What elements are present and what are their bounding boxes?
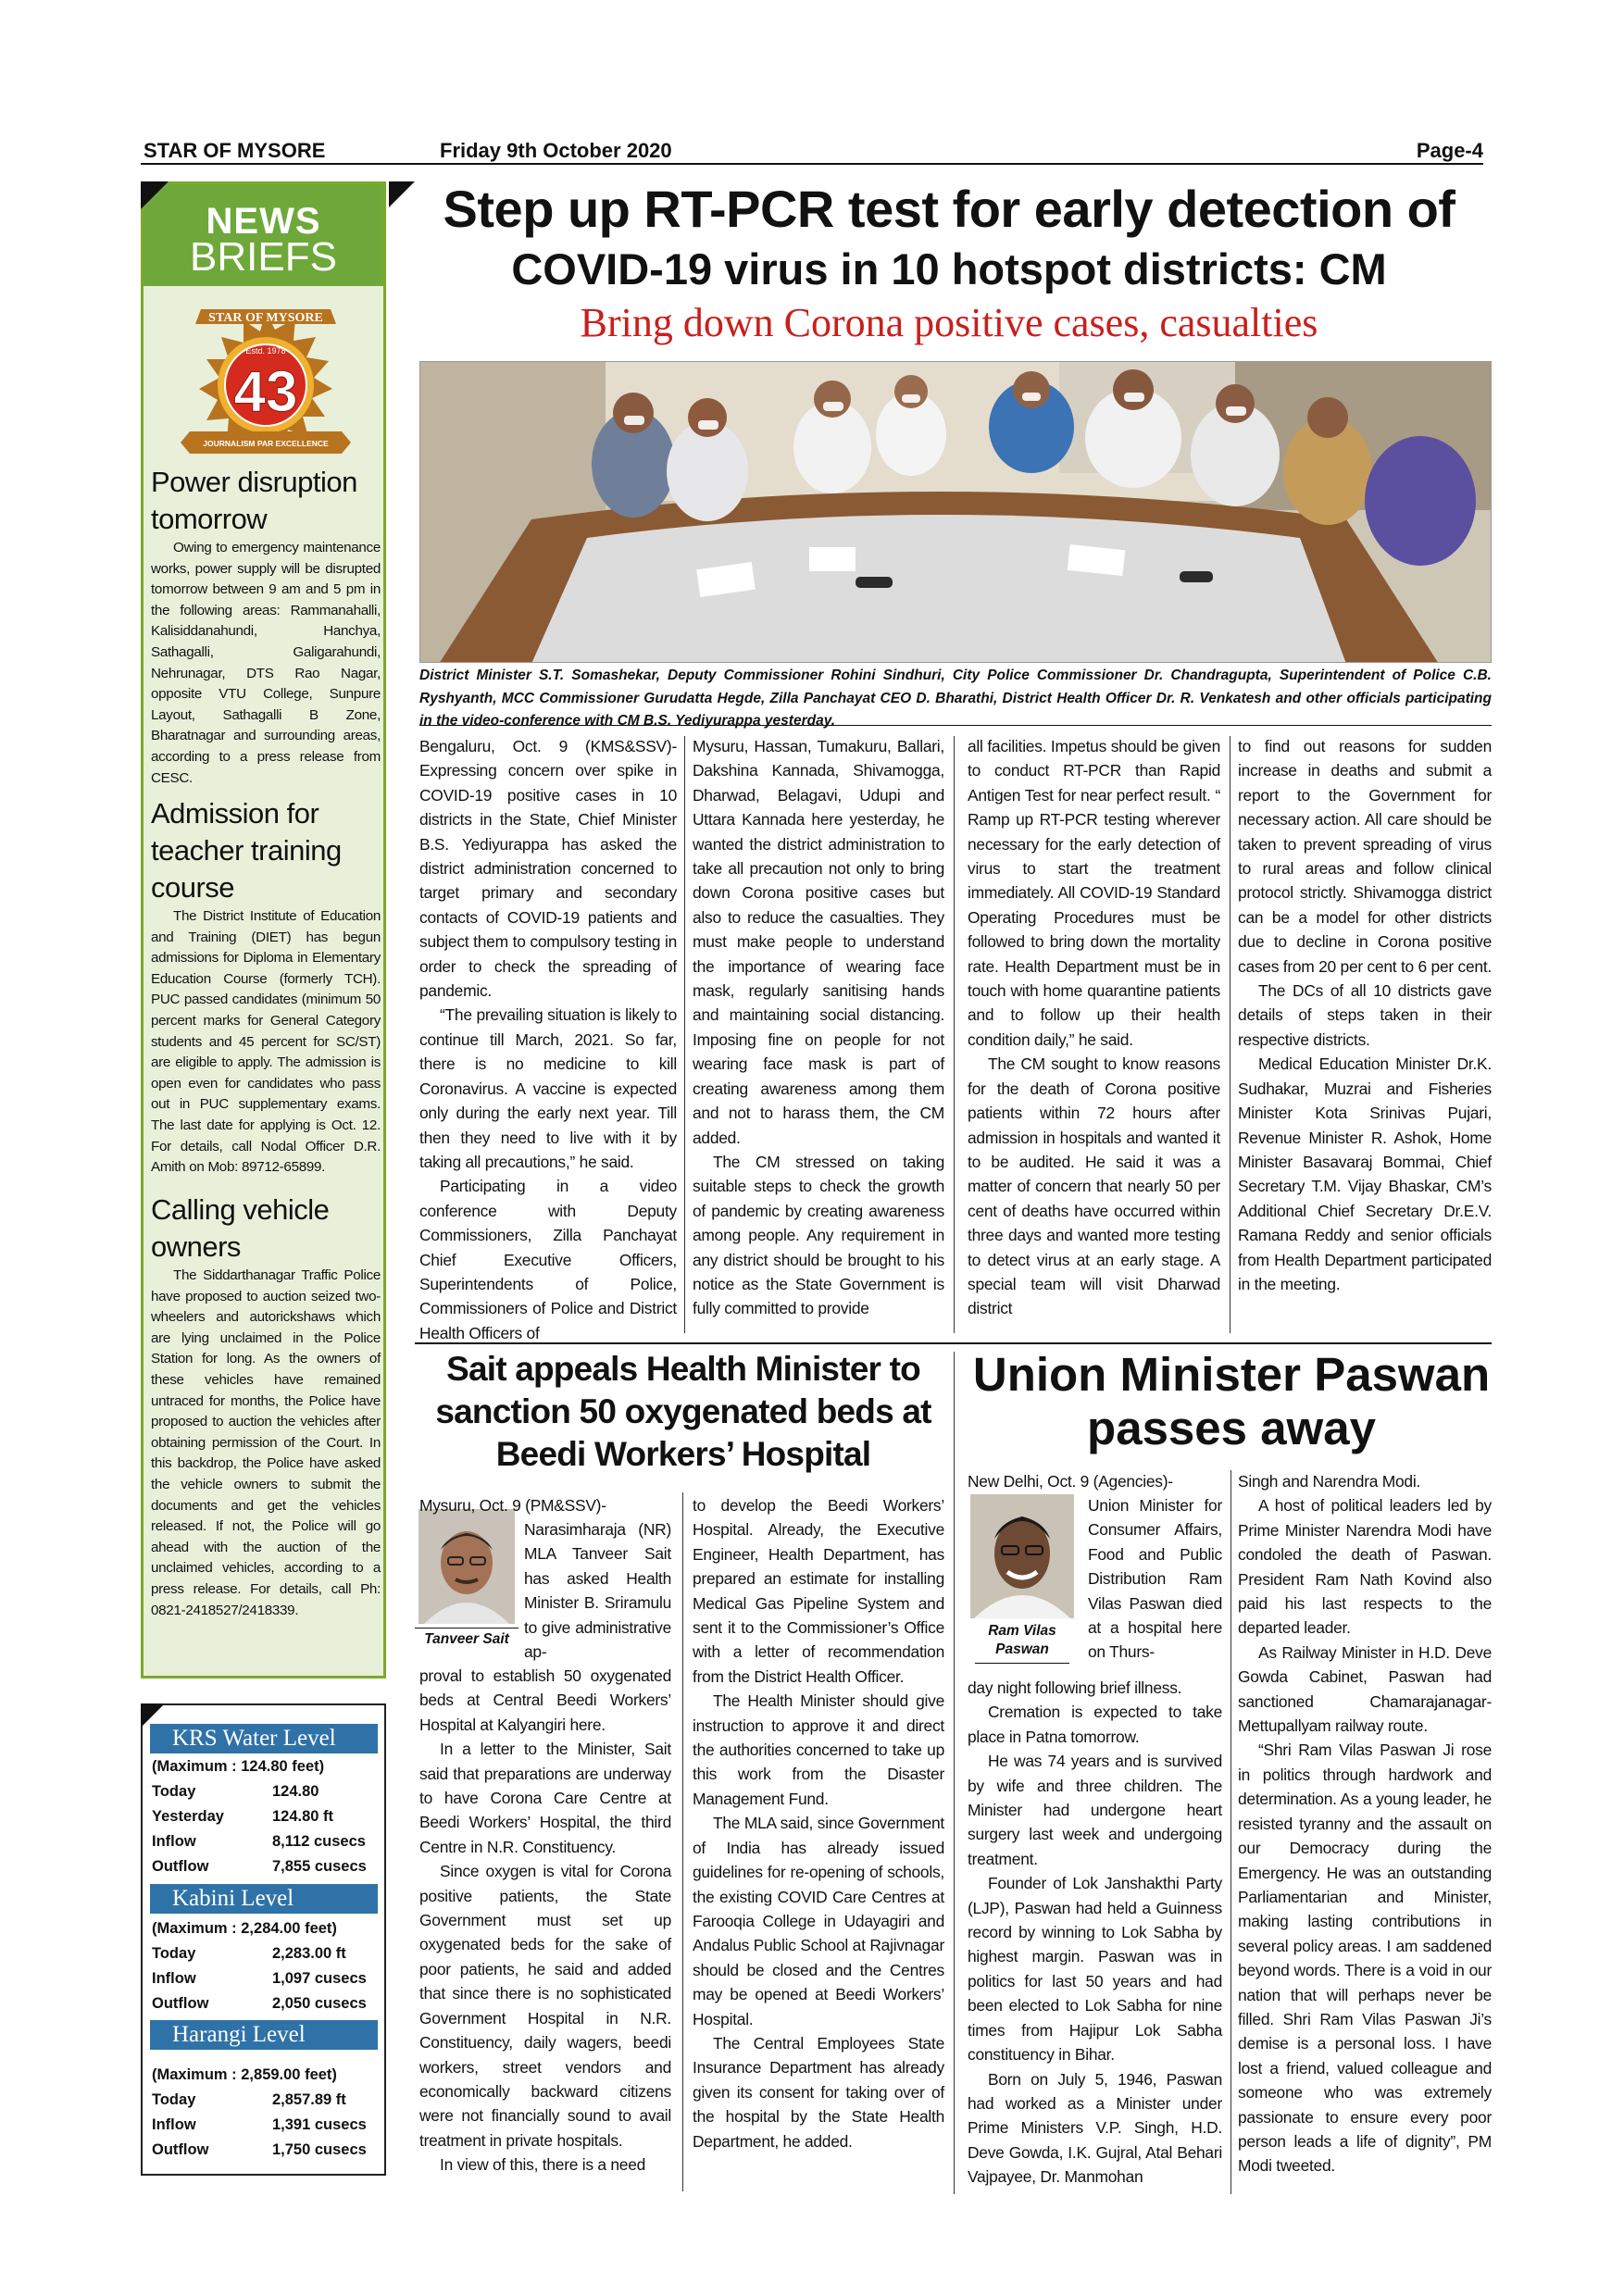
brief-body: The District Institute of Education and Training (DIET) has begun admissions for Diploma in Elementary Education Course (formerly TCH). PUC passed candidates (minimum 50 percent marks for General Category students and 45 percent for SC/ST) are eligible to apply. The admission is open even for candidates who pass out in PUC supplementary exams. The last date for applying is Oct. 12. For details, call Nodal Officer D.R. Amith on Mob: 89712-65899. — [151, 908, 381, 1176]
harangi-level-title: Harangi Level — [150, 2020, 378, 2050]
krs-row-outflow: Outflow 7,855 cusecs — [152, 1858, 367, 1875]
tanveer-sait-caption: Tanveer Sait — [415, 1628, 518, 1649]
brief-body: Owing to emergency maintenance works, power supply will be disrupted tomorrow between 9 am and 5 pm in the following areas: Rammanahalli, Kalisiddanahundi, Hanchya, Sathagalli, Galigarahundi, Nehrunagar, DTS Rao Nagar, opposite VTU College, Sunpure Layout, Sathagalli B Zone, Bharatnagar and surrounding areas, according to a press release from CESC. — [151, 540, 381, 786]
brief-power-disruption — [151, 464, 381, 789]
paswan-dateline — [968, 1469, 1222, 1493]
paragraph: In a letter to the Minister, Sait said that preparations are underway to have Corona Care Centre at Beedi Workers’ Hospital, the third Centre in N.R. Constituency. — [419, 1740, 671, 1856]
paswan-column-1 — [968, 1676, 1222, 2190]
lead-subheadline: Bring down Corona positive cases, casualties — [580, 300, 1318, 345]
paper-name: STAR OF MYSORE — [144, 139, 326, 162]
paswan-headline: Union Minister Paswan passes away — [972, 1348, 1491, 1454]
paragraph: day night following brief illness. — [968, 1678, 1182, 1697]
paragraph: Mysuru, Hassan, Tumakuru, Ballari, Dakshina Kannada, Shivamogga, Dharwad, Belagavi, Udupi and Uttara Kannada here yesterday, he wanted the district administration to take all precaution not only to bring down Corona positive cases but also to reduce the casualties. They must make people to understand the importance of wearing face mask, regularly sanitising hands and maintaining social distancing. Imposing fine on people for not wearing face mask is part of creating awareness among them and not to harass them, the CM added. — [693, 737, 944, 1147]
news-briefs-heading-top: NEWS — [206, 201, 321, 242]
paragraph: New Delhi, Oct. 9 (Agencies)- — [968, 1472, 1173, 1491]
brief-teacher-training — [151, 795, 381, 1179]
story-divider — [415, 1342, 1492, 1344]
paragraph: The MLA said, since Government of India has already issued guidelines for re-opening of schools, the existing COVID Care Centres at Farooqia College in Udayagiri and Andalus Public School at Rajivnagar should be closed and the Centres may be opened at Beedi Workers’ Hospital. — [693, 1814, 944, 2028]
column-rule — [954, 736, 955, 1333]
sait-wrap-lead: Mysuru, Oct. 9 (PM&SSV)- — [419, 1496, 606, 1515]
paswan-photo-box — [968, 1492, 1077, 1672]
water-levels-box — [141, 1703, 386, 2176]
harangi-row-today: Today 2,857.89 ft — [152, 2091, 346, 2108]
news-briefs-heading-bottom: BRIEFS — [190, 234, 337, 280]
svg-text:STAR OF MYSORE: STAR OF MYSORE — [208, 311, 323, 325]
svg-text:JOURNALISM PAR EXCELLENCE: JOURNALISM PAR EXCELLENCE — [203, 439, 329, 448]
column-rule — [1230, 1470, 1231, 2194]
krs-level-title: KRS Water Level — [150, 1724, 378, 1753]
lead-column-4 — [1238, 734, 1492, 1296]
sait-wrap-text: Narasimharaja (NR) MLA Tanveer Sait has asked Health Minister B. Sriramulu to give administrative ap- — [524, 1520, 671, 1662]
logo-ribbon — [181, 431, 351, 454]
paragraph: all facilities. Impetus should be given to conduct RT-PCR than Rapid Antigen Test for near perfect result. “ Ramp up RT-PCR testing wherever necessary for the early detection of virus to start the treatment immediately. All COVID-19 Standard Operating Procedures must be followed to bring down the mortality rate. Health Department must be in touch with home quarantine patients and to follow up their health condition daily,” he said. — [968, 737, 1220, 1049]
lead-column-2 — [693, 734, 944, 1321]
brief-title: Power disruption tomorrow — [151, 466, 357, 535]
harangi-row-outflow: Outflow 1,750 cusecs — [152, 2141, 367, 2158]
kabini-row-outflow: Outflow 2,050 cusecs — [152, 1995, 367, 2012]
paragraph: Singh and Narendra Modi. — [1238, 1472, 1421, 1491]
paragraph: As Railway Minister in H.D. Deve Gowda Cabinet, Paswan had sanctioned Chamarajanagar-Mettupallyam railway route. — [1238, 1642, 1492, 1736]
brief-body: The Siddarthanagar Traffic Police have proposed to auction seized two-wheelers and autorickshaws which are lying unclaimed in the Police Station for long. As the owners of these vehicles have remained untraced for months, the Police have proposed to auction the vehicles after obtaining permission of the Court. In this backdrop, the Police have asked the vehicle owners to submit the documents and get the vehicles released. If not, the Police will go ahead with the auction of the unclaimed vehicles, according to a press release. For details, call Ph: 0821-2418527/2418339. — [151, 1267, 381, 1618]
paragraph: The Health Minister should give instruction to approve it and direct the authorities concerned to take up this work from the Disaster Management Fund. — [693, 1691, 944, 1808]
paragraph: Medical Education Minister Dr.K. Sudhakar, Muzrai and Fisheries Minister Kota Srinivas Pujari, Revenue Minister R. Ashok, Home Minister Basavaraj Bommai, Chief Secretary T.M. Vijay Bhaskar, CM’s Additional Chief Secretary Dr.E.V. Ramana Reddy and senior officials from Health Department participated in the meeting. — [1238, 1054, 1492, 1293]
paragraph: proval to establish 50 oxygenated beds at Central Beedi Workers’ Hospital at Kalyangiri here. — [419, 1666, 671, 1734]
sait-column-2 — [693, 1493, 944, 2153]
paswan-caption: Ram Vilas Paswan — [988, 1623, 1056, 1657]
lead-headline-line2: COVID-19 virus in 10 hotspot districts: CM — [511, 244, 1387, 293]
kabini-maximum: (Maximum : 2,284.00 feet) — [152, 1920, 337, 1937]
paragraph: The Central Employees State Insurance Department has already given its consent for taking over of the hospital by the State Health Department, he added. — [693, 2033, 944, 2151]
paragraph: Since oxygen is vital for Corona positive patients, the State Government must set up oxygenated beds for the sake of poor patients, he said and added that since there is no sophisticated Government Hospital in N.R. Constituency, daily wagers, beedi workers, street vendors and economically backward citizens were not financially sound to avail treatment in private hospitals. — [419, 1862, 671, 2150]
krs-row-inflow: Inflow 8,112 cusecs — [152, 1833, 366, 1850]
column-rule — [954, 1352, 955, 2194]
paragraph: Cremation is expected to take place in Patna tomorrow. — [968, 1703, 1222, 1746]
krs-row-today: Today 124.80 — [152, 1783, 319, 1800]
paragraph: to develop the Beedi Workers’ Hospital. Already, the Executive Engineer, Health Department, has prepared an estimate for installing Medical Gas Pipeline System and sent it to the Commissioner’s Office with a letter of recommendation from the District Health Officer. — [693, 1496, 944, 1686]
brief-title: Calling vehicle owners — [151, 1193, 330, 1263]
column-rule — [684, 736, 685, 1333]
brief-title: Admission for teacher training course — [151, 797, 342, 904]
logo-estd: Estd. 1978 — [245, 346, 286, 356]
sait-wrap-column — [524, 1517, 671, 1664]
paragraph: “Shri Ram Vilas Paswan Ji rose in politics through hardwork and determination. As a young leader, he resisted tyranny and the assault on our Democracy during the Emergency. He was an outstanding Parliamentarian and Minister, making lasting contributions in several policy areas. I am saddened beyond words. There is a void in our nation that will perhaps never be filled. Shri Ram Vilas Paswan Ji’s demise is a personal loss. I have lost a friend, valued colleague and someone who was extremely passionate to ensure every poor person leads a life of dignity”, PM Modi tweeted. — [1238, 1741, 1492, 2176]
lead-column-1 — [419, 734, 677, 1345]
paswan-portrait — [970, 1494, 1074, 1618]
tanveer-sait-portrait — [418, 1509, 515, 1624]
paragraph: Bengaluru, Oct. 9 (KMS&SSV)- Expressing concern over spike in COVID-19 positive cases in 10 districts in the State, Chief Minister B.S. Yediyurappa has asked the district administration concerned to target primary and secondary contacts of COVID-19 patients and subject them to compulsory testing in order to check the spreading of pandemic. — [419, 737, 677, 1001]
paragraph: A host of political leaders led by Prime Minister Narendra Modi have condoled the death of Paswan. President Ram Nath Kovind also paid his last respects to the departed leader. — [1238, 1496, 1492, 1638]
krs-maximum: (Maximum : 124.80 feet) — [152, 1758, 325, 1775]
photo-caption: District Minister S.T. Somashekar, Deputy Commissioner Rohini Sindhuri, City Police Commissioner Dr. Chandragupta, Superintendent of Police C.B. Ryshyanth, MCC Commissioner Gurudatta Hegde, Zilla Panchayat CEO D. Bharathi, District Health Officer Dr. R. Venkatesh and other officials participating in the video-conference with CM B.S. Yediyurappa yesterday. — [419, 668, 1492, 729]
column-rule — [682, 1492, 683, 2191]
paragraph: “The prevailing situation is likely to continue till March, 2021. So far, there is no medicine to kill Coronavirus. A vaccine is expected only during the early next year. Till then they need to live with it by taking all precautions,” he said. — [419, 1005, 677, 1171]
kabini-level-title: Kabini Level — [150, 1884, 378, 1914]
harangi-maximum: (Maximum : 2,859.00 feet) — [152, 2066, 337, 2083]
masthead-rule — [141, 163, 1483, 165]
paswan-wrap-column — [1088, 1493, 1222, 1665]
kabini-row-today: Today 2,283.00 ft — [152, 1945, 346, 1962]
issue-date: Friday 9th October 2020 — [440, 139, 672, 162]
paswan-wrap-text: Union Minister for Consumer Affairs, Food and Public Distribution Ram Vilas Paswan died at a hospital here on Thurs- — [1088, 1496, 1222, 1662]
page-number: Page-4 — [1416, 139, 1483, 162]
brief-vehicle-owners — [151, 1192, 381, 1621]
paragraph: The CM sought to know reasons for the death of Corona positive patients within 72 hours after admission in hospitals and wanted it to be audited. He said it was a matter of concern that nearly 50 per cent of deaths have occurred within three days and wanted more testing to detect virus at an early stage. A special team will visit Dharwad district — [968, 1054, 1220, 1318]
paragraph: The CM stressed on taking suitable steps to check the growth of pandemic by creating awareness among people. Any requirement in any district should be brought to his notice as the State Government is fully committed to provide — [693, 1152, 944, 1318]
meeting-photo — [419, 361, 1492, 663]
paragraph: to find out reasons for sudden increase in deaths and submit a report to the Government for necessary action. All care should be taken to prevent spreading of virus to rural areas and follow clinical protocol strictly. Shivamogga district can be a model for other districts due to decline in Corona positive cases from 20 per cent to 6 per cent. — [1238, 737, 1492, 976]
meeting-photo-illustration — [420, 362, 1492, 663]
sait-headline: Sait appeals Health Minister to sanction 50 oxygenated beds at Beedi Workers’ Hospital — [435, 1350, 931, 1473]
krs-row-yesterday: Yesterday 124.80 ft — [152, 1808, 334, 1825]
paragraph: Founder of Lok Janshakthi Party (LJP), Paswan had held a Guinness record by winning to Lok Sabha by highest margin. Paswan was in politics for last 50 years and had been elected to Lok Sabha for nine times from Hajipur Lok Sabha constituency in Bihar. — [968, 1874, 1222, 2065]
paragraph: Born on July 5, 1946, Paswan had worked as a Minister under Prime Ministers V.P. Singh, H.D. Deve Gowda, I.K. Gujral, Atal Behari Vajpayee, Dr. Manmohan — [968, 2069, 1222, 2187]
caption-rule — [419, 725, 1492, 726]
lead-headline-line1: Step up RT-PCR test for early detection of — [443, 180, 1455, 238]
kabini-row-inflow: Inflow 1,097 cusecs — [152, 1970, 367, 1987]
sait-column-1-body — [419, 1664, 671, 2177]
lead-column-3 — [968, 734, 1220, 1321]
paragraph: The DCs of all 10 districts gave details of steps taken in their respective districts. — [1238, 981, 1492, 1049]
logo-number: 43 — [233, 360, 298, 424]
tanveer-sait-photo-box — [415, 1509, 518, 1650]
harangi-row-inflow: Inflow 1,391 cusecs — [152, 2116, 367, 2133]
logo-banner — [195, 309, 336, 325]
caption-rule — [975, 1663, 1069, 1664]
paragraph: In view of this, there is a need — [440, 2155, 646, 2175]
anniversary-logo — [153, 293, 380, 464]
news-briefs-sidebar — [141, 181, 386, 1678]
paragraph: Participating in a video conference with Deputy Commissioners, Zilla Panchayat Chief Executive Officers, Superintendents of Police, Commissioners of Police and District Health Officers of — [419, 1177, 677, 1342]
paragraph: He was 74 years and is survived by wife and three children. The Minister had undergone heart surgery last week and undergoing treatment. — [968, 1752, 1222, 1868]
corner-mark — [141, 181, 169, 209]
paswan-column-2 — [1238, 1469, 1492, 2178]
news-briefs-header — [144, 184, 383, 286]
